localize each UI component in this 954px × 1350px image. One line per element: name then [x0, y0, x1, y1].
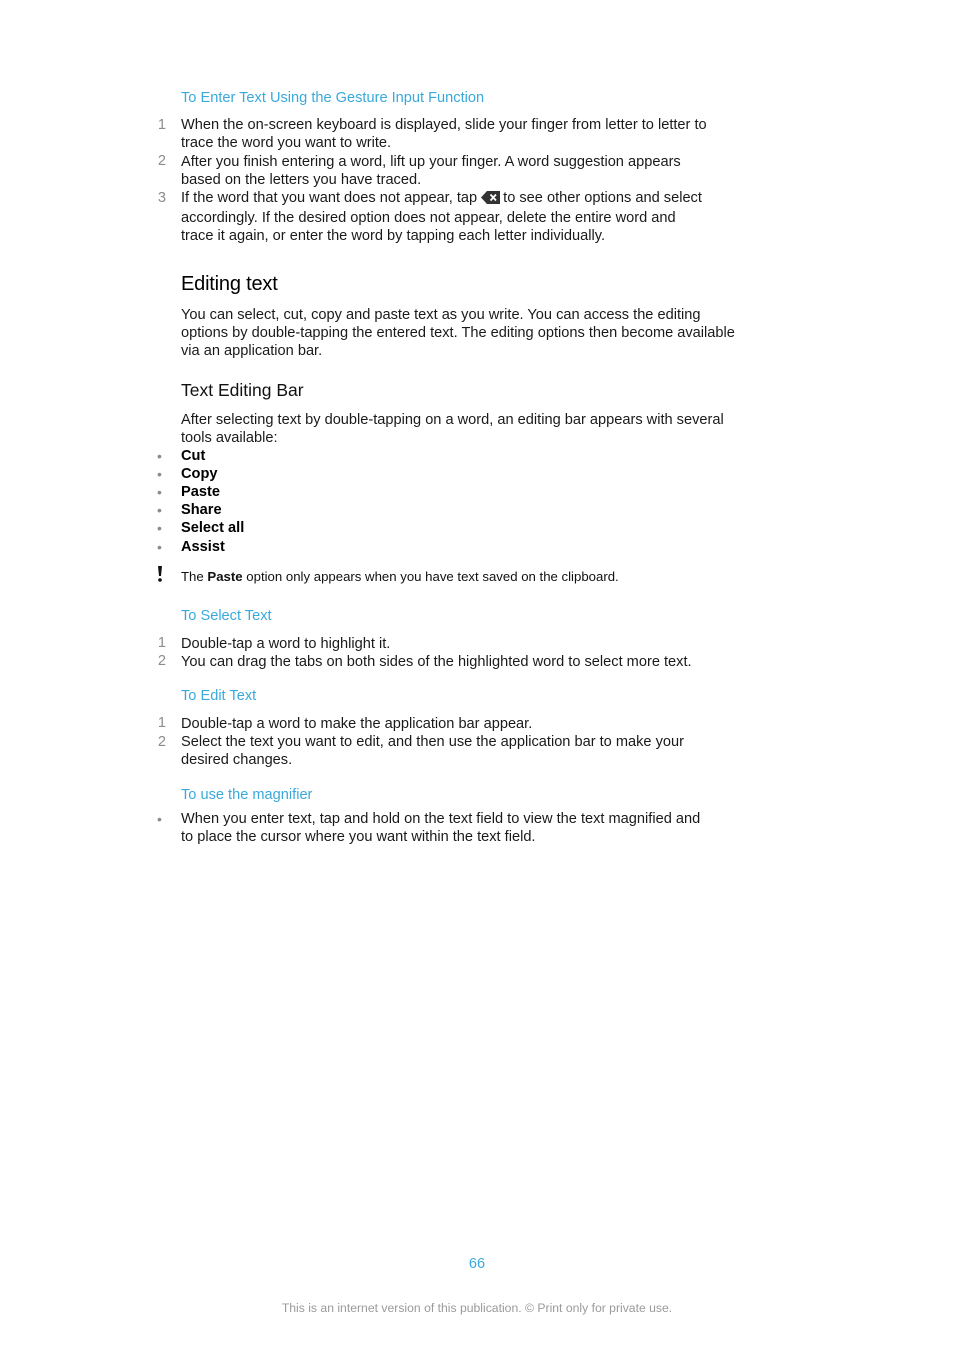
step-line: accordingly. If the desired option does not appear, delete the entire word and [181, 210, 676, 227]
edit-step-2 [181, 733, 781, 769]
backspace-delete-icon [481, 191, 500, 209]
note-bold: Paste [207, 569, 243, 584]
bullet: • [157, 811, 162, 827]
gesture-step-3 [181, 189, 781, 246]
step-number: 2 [157, 734, 166, 750]
tool-item: Cut [181, 448, 206, 464]
clipboard-note [181, 569, 781, 585]
paragraph-line: options by double-tapping the entered text. The editing options then become available [181, 325, 735, 342]
select-heading: To Select Text [181, 608, 272, 624]
tool-item: Share [181, 502, 222, 518]
step-number: 2 [157, 153, 166, 169]
paragraph-line: After selecting text by double-tapping on a word, an editing bar appears with several [181, 412, 724, 428]
step-line: trace it again, or enter the word by tapping each letter individually. [181, 228, 606, 245]
paragraph-line: When you enter text, tap and hold on the text field to view the text magnified and [181, 811, 701, 827]
step-number: 1 [157, 635, 166, 651]
step-line: When the on-screen keyboard is displayed, slide your finger from letter to letter to [181, 117, 707, 133]
footer-notice: This is an internet version of this publication. © Print only for private use. [281, 1301, 673, 1315]
step-line: trace the word you want to write. [181, 135, 392, 152]
gesture-heading: To Enter Text Using the Gesture Input Function [181, 90, 485, 106]
note-text: The [181, 569, 204, 584]
gesture-step-1 [181, 116, 781, 152]
paragraph-line: via an application bar. [181, 343, 323, 360]
exclamation-icon [156, 566, 164, 588]
magnifier-heading: To use the magnifier [181, 787, 313, 803]
step-line: desired changes. [181, 752, 293, 769]
tool-item: Paste [181, 484, 220, 500]
step-number: 1 [157, 117, 166, 133]
magnifier-text [181, 810, 781, 846]
step-text: to see other options and select [503, 190, 702, 206]
step-number: 3 [157, 190, 166, 206]
select-step-2: You can drag the tabs on both sides of the highlighted word to select more text. [181, 654, 692, 670]
gesture-step-2 [181, 153, 781, 189]
select-step-1: Double-tap a word to highlight it. [181, 636, 391, 652]
bullet: • [157, 484, 162, 500]
edit-heading: To Edit Text [181, 688, 257, 704]
tool-item: Copy [181, 466, 218, 482]
step-number: 2 [157, 653, 166, 669]
paragraph-line: tools available: [181, 430, 278, 447]
step-number: 1 [157, 715, 166, 731]
bullet: • [157, 539, 162, 555]
paragraph-line: to place the cursor where you want within the text field. [181, 829, 536, 846]
bullet: • [157, 502, 162, 518]
subsection-title: Text Editing Bar [181, 380, 304, 400]
step-line: Double-tap a word to make the application bar appear. [181, 716, 533, 732]
step-line: Select the text you want to edit, and then use the application bar to make your [181, 734, 684, 750]
edit-step-1 [181, 715, 781, 733]
tool-item: Assist [181, 539, 225, 555]
paragraph-line: You can select, cut, copy and paste text as you write. You can access the editing [181, 307, 701, 323]
page-number: 66 [468, 1256, 486, 1272]
step-line [181, 189, 781, 209]
step-line: based on the letters you have traced. [181, 172, 422, 189]
bar-intro [181, 411, 801, 447]
bullet: • [157, 448, 162, 464]
note-text: option only appears when you have text saved on the clipboard. [246, 569, 619, 584]
bullet: • [157, 520, 162, 536]
step-text: If the word that you want does not appear, tap [181, 190, 478, 206]
tool-item: Select all [181, 520, 245, 536]
bullet: • [157, 466, 162, 482]
section-title: Editing text [181, 273, 278, 295]
editing-intro [181, 306, 801, 361]
step-line: After you finish entering a word, lift up your finger. A word suggestion appears [181, 154, 681, 170]
